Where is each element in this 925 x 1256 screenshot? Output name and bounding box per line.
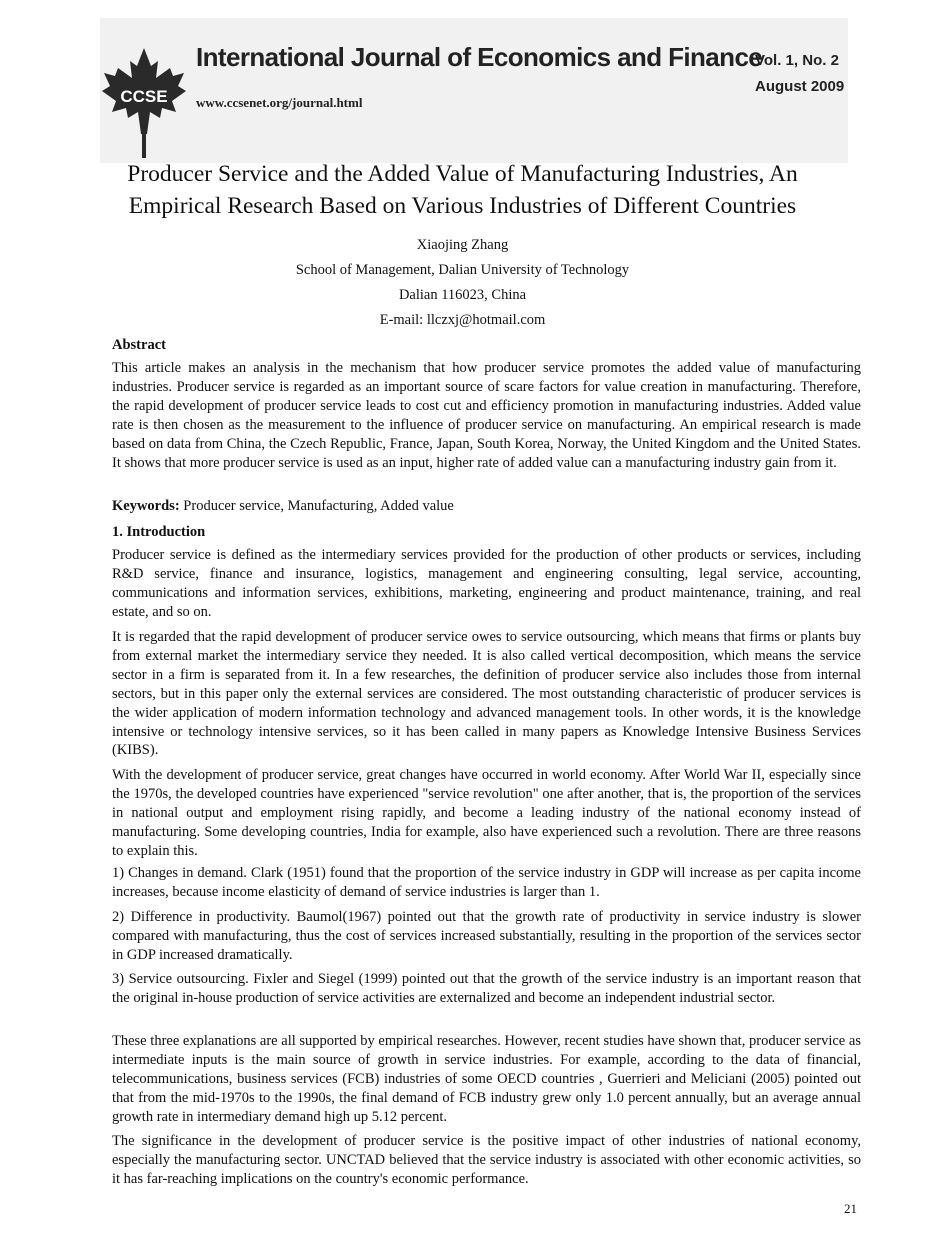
intro-paragraph: It is regarded that the rapid development of producer service owes to service outsourcing, which means that firms or plants buy from external market the intermediary service they needed. It is also called vertical decomposition, which means the service sector in a firm is separated from it. In a few researches, the definition of producer service also includes those from internal sectors, but in this paper only the external services are considered. The most outstanding characteristic of producer services is the wider application of modern information technology and advanced management tools. In other words, it is the knowledge intensive or technology intensive services, so it has been called in many papers as Knowledge Intensive Business Services (KIBS). [112,629,861,759]
abstract-text: This article makes an analysis in the mechanism that how producer service promotes the added value of manufacturing industries. Producer service is regarded as an important source of scare factors for value creation in manufacturing. Therefore, the rapid development of producer service leads to cost cut and efficiency promotion in manufacturing industries. Added value rate is then chosen as the measurement to the influence of producer service on manufacturing. An empirical research is made based on data from China, the Czech Republic, France, Japan, South Korea, Norway, the United Kingdom and the United States. It shows that more producer service is used as an input, higher rate of added value can a manufacturing industry gain from it. [112,360,861,471]
journal-title: International Journal of Economics and Finance [196,42,763,72]
journal-masthead [100,18,848,163]
keywords-line [112,497,861,515]
volume-issue: Vol. 1, No. 2 [755,52,839,69]
intro-list-item: 2) Difference in productivity. Baumol(1967) pointed out that the growth rate of productivity in service industry is slower compared with manufacturing, thus the cost of services increased substantially, resulting in the proportion of the services sector in GDP increased dramatically. [112,909,861,963]
author-name: Xiaojing Zhang [416,237,509,253]
intro-paragraph: The significance in the development of producer service is the positive impact of other industries of national economy, especially the manufacturing sector. UNCTAD believed that the service industry is associated with other economic activities, so it has far-reaching implications on the country's economic performance. [112,1133,861,1187]
keywords-text: Producer service, Manufacturing, Added value [179,498,454,514]
intro-paragraph: With the development of producer service, great changes have occurred in world economy. After World War II, especially since the 1970s, the developed countries have experienced "service revolution" one after another, that is, the proportion of the services in national output and employment rising rapidly, and become a leading industry of the national economy instead of manufacturing. Some developing countries, India for example, also have experienced such a revolution. There are three reasons to explain this. [112,767,861,859]
article-title-line-2: Empirical Research Based on Various Industries of Different Countries [128,193,797,219]
author-address: Dalian 116023, China [398,287,527,303]
author-email[interactable]: E-mail: llczxj@hotmail.com [379,312,546,328]
intro-list-item: 3) Service outsourcing. Fixler and Siegel (1999) pointed out that the growth of the service industry is an important reason that the original in-house production of service activities are externalized and become an independent industrial sector. [112,971,861,1006]
abstract-heading-text: Abstract [112,337,166,353]
page-number: 21 [844,1201,857,1216]
author-affiliation: School of Management, Dalian University of Technology [295,262,630,278]
keywords-label: Keywords: [112,498,180,514]
issue-date: August 2009 [755,78,845,95]
introduction-heading: 1. Introduction [112,524,206,540]
abstract-heading [112,336,861,354]
maple-leaf-logo-icon [100,46,188,158]
journal-url[interactable]: www.ccsenet.org/journal.html [196,95,363,110]
intro-paragraph: These three explanations are all supported by empirical researches. However, recent studies have shown that, producer service as intermediate inputs is the main source of growth in service industries. For example, according to the data of financial, telecommunications, business services (FCB) industries of some OECD countries , Guerrieri and Meliciani (2005) pointed out that from the mid-1970s to the 1990s, the final demand of FCB industry grew only 1.0 percent annually, but an average annual growth rate in intermediary demand high up 5.12 percent. [112,1033,861,1125]
intro-paragraph: Producer service is defined as the intermediary services provided for the production of other products or services, including R&D service, finance and insurance, logistics, management and engineering consulting, legal service, accounting, communications and information services, exhibitions, marketing, engineering and product maintenance, training, and real estate, and so on. [112,547,861,620]
logo-text: CCSE [120,87,168,106]
intro-list-item: 1) Changes in demand. Clark (1951) found that the proportion of the service industry in GDP will increase as per capita income increases, because income elasticity of demand of service industries is larger than 1. [112,865,861,900]
article-title-line-1: Producer Service and the Added Value of Manufacturing Industries, An [127,161,798,187]
article-title [60,158,865,222]
